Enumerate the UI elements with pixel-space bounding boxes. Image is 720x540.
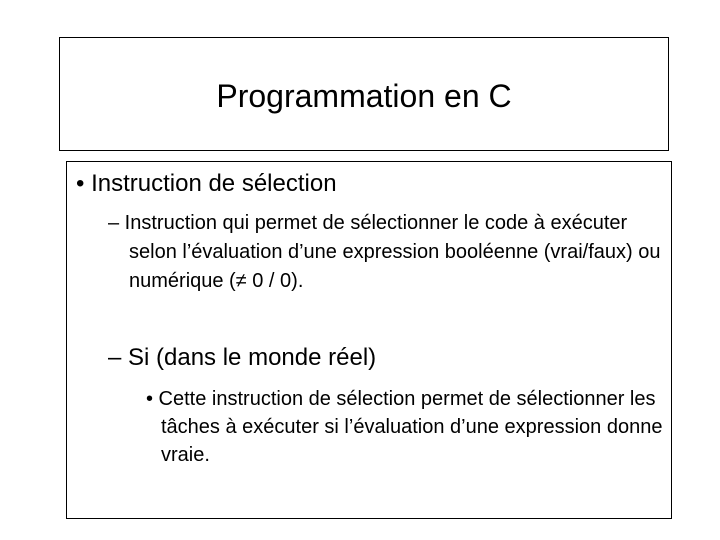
bullet-si-detail: • Cette instruction de sélection permet de sélectionner les tâches à exécuter si l’évaluation d’une expression donne vraie. [146,388,663,466]
title-box [59,37,669,151]
bullet-instruction-selection: • Instruction de sélection [76,170,337,197]
slide-title: Programmation en C [216,78,512,114]
content-box [66,161,672,519]
bullet-definition: – Instruction qui permet de sélectionner le code à exécuter selon l’évaluation d’une expression booléenne (vrai/faux) ou numérique (≠ 0 / 0). [108,212,661,292]
bullet-si: – Si (dans le monde réel) [108,344,377,371]
